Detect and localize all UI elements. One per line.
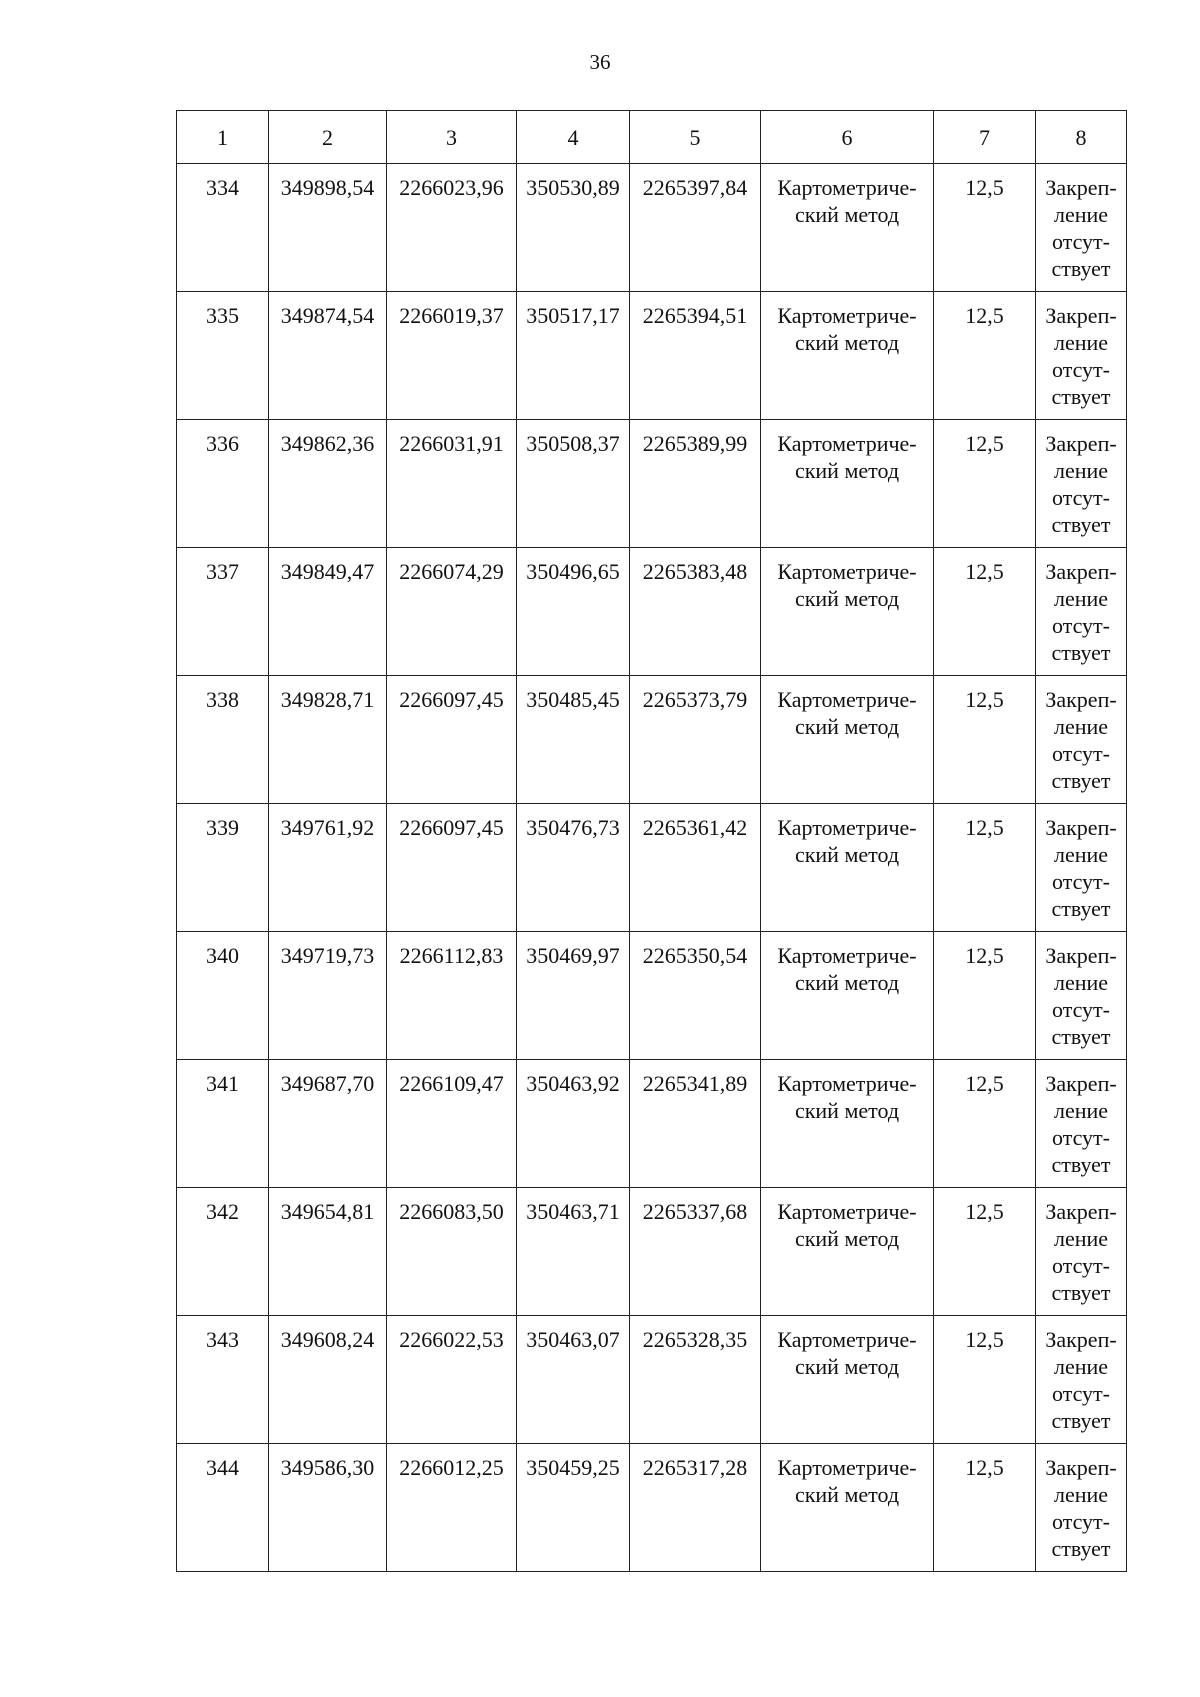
point-number-cell: 336 <box>177 420 269 548</box>
fixing-cell: Закреп-ление отсут-ствует <box>1036 932 1127 1060</box>
table-row <box>177 292 1127 420</box>
accuracy-cell: 12,5 <box>934 1444 1036 1572</box>
method-cell: Картометриче-ский метод <box>761 1316 934 1444</box>
coordinate-cell: 2265373,79 <box>630 676 761 804</box>
accuracy-cell: 12,5 <box>934 164 1036 292</box>
point-number-cell: 338 <box>177 676 269 804</box>
accuracy-cell: 12,5 <box>934 1316 1036 1444</box>
coordinate-cell: 2265361,42 <box>630 804 761 932</box>
method-cell: Картометриче-ский метод <box>761 932 934 1060</box>
table-row <box>177 1188 1127 1316</box>
coordinate-cell: 350530,89 <box>517 164 630 292</box>
coordinate-cell: 2265397,84 <box>630 164 761 292</box>
coordinate-cell: 2265337,68 <box>630 1188 761 1316</box>
table-row <box>177 804 1127 932</box>
fixing-cell: Закреп-ление отсут-ствует <box>1036 676 1127 804</box>
table-row <box>177 676 1127 804</box>
coordinate-cell: 2266012,25 <box>387 1444 517 1572</box>
fixing-cell: Закреп-ление отсут-ствует <box>1036 548 1127 676</box>
fixing-cell: Закреп-ление отсут-ствует <box>1036 1188 1127 1316</box>
coordinate-cell: 349862,36 <box>269 420 387 548</box>
coordinate-cell: 350469,97 <box>517 932 630 1060</box>
point-number-cell: 342 <box>177 1188 269 1316</box>
point-number-cell: 339 <box>177 804 269 932</box>
method-cell: Картометриче-ский метод <box>761 548 934 676</box>
coordinate-cell: 2266074,29 <box>387 548 517 676</box>
coordinate-cell: 349654,81 <box>269 1188 387 1316</box>
accuracy-cell: 12,5 <box>934 1188 1036 1316</box>
coordinate-cell: 349687,70 <box>269 1060 387 1188</box>
coordinate-cell: 349874,54 <box>269 292 387 420</box>
point-number-cell: 341 <box>177 1060 269 1188</box>
table-body <box>177 164 1127 1572</box>
column-header: 5 <box>630 111 761 164</box>
accuracy-cell: 12,5 <box>934 804 1036 932</box>
coordinate-cell: 2265328,35 <box>630 1316 761 1444</box>
coordinate-cell: 349828,71 <box>269 676 387 804</box>
column-header: 6 <box>761 111 934 164</box>
accuracy-cell: 12,5 <box>934 676 1036 804</box>
fixing-cell: Закреп-ление отсут-ствует <box>1036 1444 1127 1572</box>
coordinate-cell: 2266097,45 <box>387 676 517 804</box>
method-cell: Картометриче-ский метод <box>761 1060 934 1188</box>
coordinate-cell: 350496,65 <box>517 548 630 676</box>
coordinate-cell: 2265394,51 <box>630 292 761 420</box>
coordinate-cell: 350476,73 <box>517 804 630 932</box>
coordinate-cell: 350463,92 <box>517 1060 630 1188</box>
point-number-cell: 340 <box>177 932 269 1060</box>
method-cell: Картометриче-ский метод <box>761 292 934 420</box>
accuracy-cell: 12,5 <box>934 420 1036 548</box>
coordinate-cell: 2266019,37 <box>387 292 517 420</box>
coordinate-cell: 349608,24 <box>269 1316 387 1444</box>
fixing-cell: Закреп-ление отсут-ствует <box>1036 1316 1127 1444</box>
coordinate-cell: 2266023,96 <box>387 164 517 292</box>
column-header: 7 <box>934 111 1036 164</box>
method-cell: Картометриче-ский метод <box>761 420 934 548</box>
coordinate-cell: 350485,45 <box>517 676 630 804</box>
point-number-cell: 337 <box>177 548 269 676</box>
coordinate-cell: 2265350,54 <box>630 932 761 1060</box>
table-header-row <box>177 111 1127 164</box>
point-number-cell: 334 <box>177 164 269 292</box>
table-row <box>177 1444 1127 1572</box>
table-row <box>177 1316 1127 1444</box>
method-cell: Картометриче-ский метод <box>761 1444 934 1572</box>
method-cell: Картометриче-ский метод <box>761 1188 934 1316</box>
point-number-cell: 344 <box>177 1444 269 1572</box>
coordinates-table <box>176 110 1127 1572</box>
coordinate-cell: 2265383,48 <box>630 548 761 676</box>
fixing-cell: Закреп-ление отсут-ствует <box>1036 1060 1127 1188</box>
column-header: 8 <box>1036 111 1127 164</box>
accuracy-cell: 12,5 <box>934 1060 1036 1188</box>
method-cell: Картометриче-ский метод <box>761 676 934 804</box>
coordinate-cell: 2266083,50 <box>387 1188 517 1316</box>
coordinate-cell: 350463,71 <box>517 1188 630 1316</box>
coordinate-cell: 2266031,91 <box>387 420 517 548</box>
coordinate-cell: 349761,92 <box>269 804 387 932</box>
fixing-cell: Закреп-ление отсут-ствует <box>1036 164 1127 292</box>
coordinate-cell: 2266097,45 <box>387 804 517 932</box>
coordinate-cell: 349719,73 <box>269 932 387 1060</box>
coordinate-cell: 349898,54 <box>269 164 387 292</box>
accuracy-cell: 12,5 <box>934 932 1036 1060</box>
column-header: 1 <box>177 111 269 164</box>
coordinate-cell: 2265389,99 <box>630 420 761 548</box>
table-row <box>177 548 1127 676</box>
coordinate-cell: 350508,37 <box>517 420 630 548</box>
coordinate-cell: 2265341,89 <box>630 1060 761 1188</box>
coordinate-cell: 350459,25 <box>517 1444 630 1572</box>
column-header: 3 <box>387 111 517 164</box>
table-row <box>177 420 1127 548</box>
accuracy-cell: 12,5 <box>934 292 1036 420</box>
point-number-cell: 335 <box>177 292 269 420</box>
coordinate-cell: 349586,30 <box>269 1444 387 1572</box>
method-cell: Картометриче-ский метод <box>761 164 934 292</box>
table-row <box>177 164 1127 292</box>
fixing-cell: Закреп-ление отсут-ствует <box>1036 804 1127 932</box>
fixing-cell: Закреп-ление отсут-ствует <box>1036 420 1127 548</box>
table-row <box>177 1060 1127 1188</box>
coordinate-cell: 2266022,53 <box>387 1316 517 1444</box>
column-header: 2 <box>269 111 387 164</box>
point-number-cell: 343 <box>177 1316 269 1444</box>
column-header: 4 <box>517 111 630 164</box>
coordinate-cell: 2265317,28 <box>630 1444 761 1572</box>
page-number: 36 <box>589 50 611 74</box>
table-row <box>177 932 1127 1060</box>
fixing-cell: Закреп-ление отсут-ствует <box>1036 292 1127 420</box>
coordinate-cell: 2266112,83 <box>387 932 517 1060</box>
method-cell: Картометриче-ский метод <box>761 804 934 932</box>
accuracy-cell: 12,5 <box>934 548 1036 676</box>
coordinate-cell: 350463,07 <box>517 1316 630 1444</box>
coordinate-cell: 350517,17 <box>517 292 630 420</box>
coordinate-cell: 2266109,47 <box>387 1060 517 1188</box>
coordinate-cell: 349849,47 <box>269 548 387 676</box>
